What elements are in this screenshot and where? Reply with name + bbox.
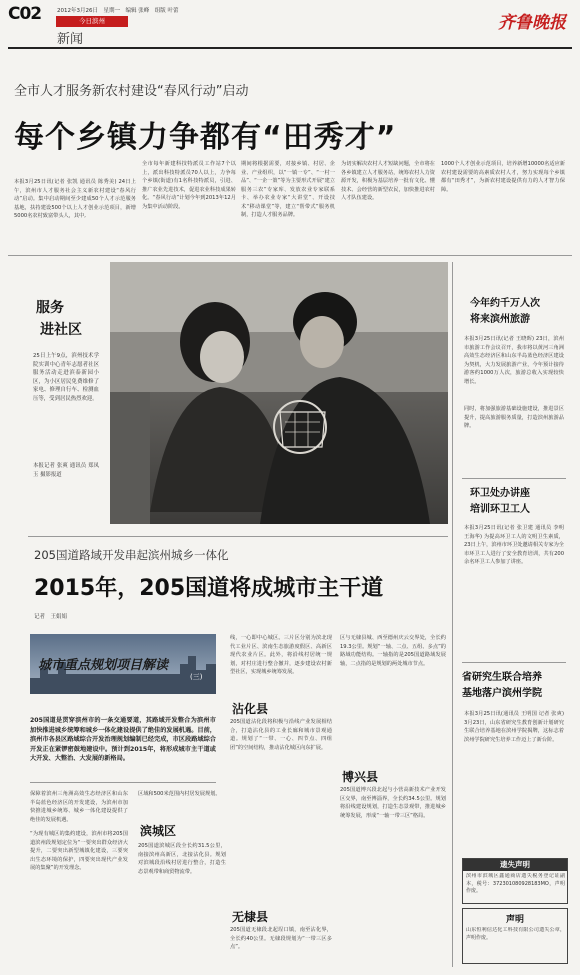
story2-body-e: 线，一心即中心城区。三片区分别为滨北现代工业片区、滨南生态旅游度假区、高新区现代农业片区。此外，将沿线村居统一规划，对村庄进行整合撤并，逐步建设农村新型社区，实现城乡统筹发展。: [230, 635, 332, 675]
story2-lede: 205国道是贯穿滨州市的一条交通要道，其路域开发整合为滨州市加快推进城乡统筹和城乡一体化建设提供了绝佳的发展机遇。目前，滨州市各县区路域综合开发治理规划编制已经完成，市区段路域综合开发正在紧锣密鼓地建设中。预计到2015年，将形成城市主干道或大开发、大整治、大发展的新格局。: [30, 717, 216, 762]
right3-title: [462, 670, 542, 702]
lead-kicker: 全市人才服务新农村建设“春风行动”启动: [14, 84, 249, 99]
feature-title-line-2: 进社区: [40, 322, 82, 338]
notice-statement-body: 山东恒利信达化工科技有限公司遗失公章，声明作废。: [466, 927, 565, 941]
section-tag: 今日滨州: [56, 16, 128, 27]
lead-col-3: 期间将根据需要，对接乡镇、村居、企业、产业组织，以“一镇一专”、“一村一品”、“一企一策”等为主要形式开展“建立服务三农”专家库、发放农业专家联系卡、举办农业专家“大讲堂”、开设技术“移动课堂”等，建立“帮带式”服务机制，打造人才服务品牌。: [241, 161, 335, 218]
lead-col-5: 1000个人才创业示范项目，培养新增10000名适应新农村建设需要的高素质农村人才，努力实现每个乡镇都有“田秀才”，为新农村建设提供有力的人才智力保障。: [441, 161, 565, 193]
feature-photo-art: [110, 262, 448, 524]
section-boxing: 博兴县: [342, 770, 379, 784]
right1-title-line-2: 将来滨州旅游: [470, 314, 530, 325]
story2-headline: 2015年，205国道将成城市主干道: [34, 576, 384, 601]
lead-headline: 每个乡镇力争都有“田秀才”: [14, 120, 397, 155]
section-wudi: 无棣县: [232, 910, 269, 924]
section-name: [57, 28, 83, 47]
lead-bottom-rule: [8, 255, 572, 256]
date-line: 2012年3月26日 星期一 编辑 张峰 组版 叶蕾: [57, 8, 179, 14]
story2-lede-rule: [30, 782, 216, 783]
lead-col-1: 本报3月25日讯(记者 张凯 通讯员 陈秀美) 24日上午，滨州市人才服务社会主义新农村建设“春风行动”启动。集中启动期间至少建成50个人才示范服务基地，扶持建设500个以上人才创业示范项目，新增5000名农村致富带头人，其中,: [14, 179, 136, 219]
header-rule: [8, 47, 572, 49]
right3-title-line-2: 基地落户滨州学院: [462, 688, 542, 699]
notice-lost-title: 遗失声明: [463, 859, 567, 871]
right-column-divider: [452, 262, 453, 967]
right2-title-line-1: 环卫处办讲座: [470, 488, 530, 499]
right1-body-2: 同时，将加强旅游基础设施建设，推进景区提升，提高旅游服务质量，打造滨州旅游品牌。: [464, 406, 564, 429]
feature-title-line-1: 服务: [36, 300, 64, 316]
feature-title: [36, 297, 82, 341]
section-name-text: 新闻: [57, 32, 84, 47]
story2-body-d: 205国道滨城区段全长约31.5公里，南接滨州高新区，北接沾化县。规划对滨城段沿线村居进行整合，打造生态景观带和商贸物流带。: [138, 843, 226, 875]
feature-body: 25日上午9点，滨州技术学院实训中心青年志愿者社区服务活动走进滨泰新园小区，为小区居民免费维修了家电、修理自行车、检测血压等，受到居民热烈欢迎。: [33, 353, 99, 402]
right3-title-line-1: 省研究生联合培养: [462, 672, 542, 683]
right2-body: 本报3月25日讯(记者 张卫建 通讯员 李明 王海华) 为提高环卫工人的文明卫生素质，23日上午，滨州市环卫处邀请相关专家为全市环卫工人进行了安全教育培训，共有200余名环卫工人参加了讲座。: [464, 525, 564, 565]
story2-body-c: 区域和500米范围内村居发展规划。: [138, 791, 221, 797]
right3-body: 本报3月25日讯(通讯员 王明国 记者 张爽) 3月23日，山东省研究生教育创新计划研究生联合培养基地在滨州学院揭牌，这标志着滨州学院研究生培养工作迈上了新台阶。: [464, 711, 564, 743]
right2-title: [470, 486, 530, 518]
right1-rule: [462, 478, 566, 479]
section-bincheng: 滨城区: [140, 824, 177, 838]
feature-credit: 本报记者 张爽 通讯员 郑凤玉 摄影报道: [33, 463, 99, 478]
notice-lost-body: 滨州市滨城区鑫通商店遗失税务登记证副本，税号：372301080928183MO，声明作废。: [466, 873, 565, 894]
lead-col-4: 为切实解决农村人才短缺问题，全市将在各乡镇建立人才服务站，统筹农村人力资源开发，积极为基层培养一批有文化、懂技术、会经营的新型农民，加快推进农村人才队伍建设。: [341, 161, 435, 201]
section-zhanhua: 沾化县: [232, 702, 269, 716]
brand-logo: 齐鲁晚报: [498, 13, 566, 33]
page-code: C02: [8, 4, 42, 24]
notice-statement-title: 声明: [505, 915, 524, 925]
right1-body: 本报3月25日讯(记者 王晓晖) 23日，滨州市旅游工作会议召开，我市将以黄河三角洲高效生态经济区和山东半岛蓝色经济区建设为契机，大力发展旅游产业，今年预计接待游客约1000万人次，旅游总收入实现较快增长。: [464, 336, 564, 385]
right2-rule: [462, 662, 566, 663]
feature-photo: [110, 262, 448, 524]
story2-body-b: “为现有城区的集约建设，滨州市将205国道滨州段规划定位为“一要突出群众经济大提升，二要突出新型城镇化建设，三要突出生态环境的保护，四要突出现代产业发展的集聚”的开发理念。: [30, 831, 128, 871]
story2-body-h: 区与无棣县城、西至德州庆云交界处，全长约19.3公里。规划“一轴、二点、五组、多点”的路域功能结构。一轴指的是205国道路域发展轴，二点指的是规划的两处城市节点。: [340, 635, 446, 667]
notice-lost-box: [462, 858, 568, 904]
notice-statement-box: [462, 908, 568, 964]
right1-title: [470, 296, 540, 328]
story2-body-i: 205国道博兴段北起与小营高新技术产业开发区交界，南至博淄界，全长约34.5公里。规划将沿线建设规划，打造生态景观带，推进城乡统筹发展，形成“一轴一带三区”格局。: [340, 787, 446, 819]
right1-title-line-1: 今年约千万人次: [470, 298, 540, 309]
right2-title-line-2: 培训环卫工人: [470, 504, 530, 515]
plan-banner: [30, 634, 216, 694]
story2-kicker: 205国道路域开发串起滨州城乡一体化: [34, 548, 229, 562]
plan-banner-number: (三): [190, 673, 203, 681]
story2-byline: 记者 王娟娟: [34, 614, 68, 620]
story2-top-rule: [28, 536, 448, 537]
lead-col-2: 全市每年新建科技特派员工作站7个以上，派出科技特派员70人以上，力争每个乡镇(街道)有1名科技特派员，引进、推广农业先进技术，促进农业科技成果转化。“春风行动”计划今年到2013年12月为集中活动阶段。: [142, 161, 236, 210]
story2-body-f: 205国道沾化段将积极与沿线产业发展相结合，打造沾化县的工业长廊和城市景观通道。规划了“一带、一心、四节点、四组团”的空间结构，推动沾化城区向东扩展。: [230, 719, 332, 751]
story2-body-a: 保障着滨州三角洲高效生态经济区和山东半岛蓝色经济区的开发建设，为滨州市加快推进城乡统筹、城乡一体化建设提供了绝佳的发展机遇。: [30, 791, 128, 823]
plan-banner-title: 城市重点规划项目解读: [38, 658, 169, 673]
story2-body-g: 205国道无棣段北起埕口镇，南至沾化界，全长约40公里。无棣段规划为“一带三区多点”。: [230, 927, 332, 950]
